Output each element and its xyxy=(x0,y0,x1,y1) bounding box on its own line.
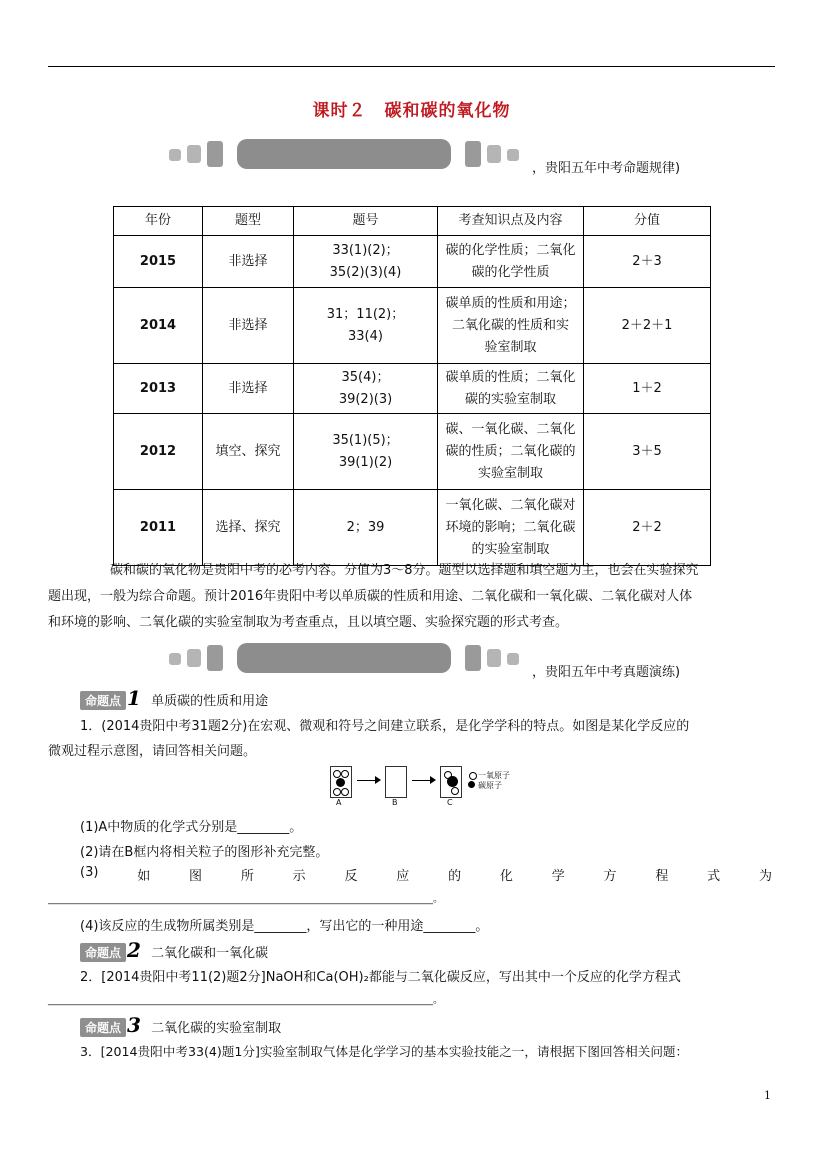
score-cell: 2＋3 xyxy=(584,236,711,288)
type-cell: 非选择 xyxy=(203,288,294,364)
question-cell: 35(1)(5)； 39(1)(2) xyxy=(294,414,438,490)
score-cell: 3＋5 xyxy=(584,414,711,490)
point-number: 3 xyxy=(127,1013,141,1037)
knowledge-cell: 碳单质的性质和用途； 二氧化碳的性质和实 验室制取 xyxy=(438,288,584,364)
table-row xyxy=(114,490,711,566)
knowledge-cell: 碳的化学性质；二氧化 碳的化学性质 xyxy=(438,236,584,288)
type-cell: 选择、探究 xyxy=(203,490,294,566)
point-title: 二氧化碳和一氧化碳 xyxy=(151,946,269,961)
summary-line: 和环境的影响、二氧化碳的实验室制取为考查重点，且以填空题、实验探究题的形式考查。 xyxy=(48,615,569,630)
point-number: 2 xyxy=(127,938,141,962)
arrow-head-icon xyxy=(430,776,436,784)
table-row xyxy=(114,414,711,490)
legend-carbon: 碳原子 xyxy=(478,781,502,790)
column-header: 题号 xyxy=(294,207,438,236)
question-cell: 2；39 xyxy=(294,490,438,566)
point-title: 单质碳的性质和用途 xyxy=(151,694,269,709)
year-cell: 2014 xyxy=(114,288,203,364)
year-cell: 2015 xyxy=(114,236,203,288)
page-title: 课时２ 碳和碳的氧化物 xyxy=(312,101,511,121)
point-heading xyxy=(80,938,268,962)
label-b: B xyxy=(392,798,398,807)
column-header: 分值 xyxy=(584,207,711,236)
reaction-diagram xyxy=(325,766,535,810)
oxygen-atom-icon xyxy=(469,772,477,780)
top-rule xyxy=(48,66,775,67)
label-a: A xyxy=(336,798,342,807)
answer-blank: _____________________________________________________________________________。 xyxy=(48,894,443,905)
point-badge: 命题点 xyxy=(80,943,126,962)
point-title: 二氧化碳的实验室制取 xyxy=(151,1021,282,1036)
section-banner xyxy=(165,643,525,673)
exam-table xyxy=(113,206,711,566)
type-cell: 非选择 xyxy=(203,236,294,288)
summary-line: 碳和碳的氧化物是贵阳中考的必考内容。分值为3～8分。题型以选择题和填空题为主，也会在实验探究 xyxy=(110,563,699,578)
sub-question: (1)A中物质的化学式分别是________。 xyxy=(80,820,303,835)
sub-question: (4)该反应的生成物所属类别是________，写出它的一种用途________。 xyxy=(80,919,489,934)
point-heading xyxy=(80,1013,281,1037)
table-row xyxy=(114,288,711,364)
type-cell: 填空、探究 xyxy=(203,414,294,490)
knowledge-cell: 碳单质的性质；二氧化 碳的实验室制取 xyxy=(438,364,584,414)
column-header: 年份 xyxy=(114,207,203,236)
page-number: 1 xyxy=(764,1089,771,1102)
label-c: C xyxy=(447,798,453,807)
banner-caption: ，贵阳五年中考真题演练) xyxy=(532,665,681,680)
question-cell: 31；11(2)； 33(4) xyxy=(294,288,438,364)
score-cell: 1＋2 xyxy=(584,364,711,414)
question-text: 3．[2014贵阳中考33(4)题1分]实验室制取气体是化学学习的基本实验技能之一，请根据下图回答相关问题： xyxy=(80,1044,689,1059)
year-cell: 2013 xyxy=(114,364,203,414)
point-heading xyxy=(80,686,268,710)
section-banner xyxy=(165,139,525,169)
question-cell: 33(1)(2)； 35(2)(3)(4) xyxy=(294,236,438,288)
column-header: 题型 xyxy=(203,207,294,236)
answer-blank: _____________________________________________________________________________。 xyxy=(48,995,443,1006)
year-cell: 2012 xyxy=(114,414,203,490)
score-cell: 2＋2 xyxy=(584,490,711,566)
question-text: 2．[2014贵阳中考11(2)题2分]NaOH和Ca(OH)₂都能与二氧化碳反应，写出其中一个反应的化学方程式 xyxy=(80,970,681,985)
year-cell: 2011 xyxy=(114,490,203,566)
table-row xyxy=(114,364,711,414)
table-header-row xyxy=(114,207,711,236)
question-cell: 35(4)； 39(2)(3) xyxy=(294,364,438,414)
sub-question: (2)请在B框内将相关粒子的图形补充完整。 xyxy=(80,845,329,860)
question-text: 1．(2014贵阳中考31题2分)在宏观、微观和符号之间建立联系，是化学学科的特点。如图是某化学反应的 xyxy=(80,719,690,734)
column-header: 考查知识点及内容 xyxy=(438,207,584,236)
knowledge-cell: 碳、一氧化碳、二氧化 碳的性质；二氧化碳的 实验室制取 xyxy=(438,414,584,490)
point-badge: 命题点 xyxy=(80,691,126,710)
score-cell: 2＋2＋1 xyxy=(584,288,711,364)
table-row xyxy=(114,236,711,288)
box-b xyxy=(385,766,407,798)
type-cell: 非选择 xyxy=(203,364,294,414)
sub-question: (3) 如 图 所 示 反 应 的 化 学 方 程 式 为 xyxy=(80,865,772,884)
legend-oxygen: 一氧原子 xyxy=(478,771,510,780)
knowledge-cell: 一氧化碳、二氧化碳对 环境的影响；二氧化碳 的实验室制取 xyxy=(438,490,584,566)
question-text: 微观过程示意图，请回答相关问题。 xyxy=(48,744,257,759)
point-badge: 命题点 xyxy=(80,1018,126,1037)
summary-line: 题出现，一般为综合命题。预计2016年贵阳中考以单质碳的性质和用途、二氧化碳和一氧化碳、二氧化碳对人体 xyxy=(48,589,693,604)
point-number: 1 xyxy=(127,686,141,710)
carbon-atom-icon xyxy=(468,781,475,788)
banner-caption: ，贵阳五年中考命题规律) xyxy=(532,161,681,176)
arrow-head-icon xyxy=(375,776,381,784)
box-a xyxy=(330,766,352,798)
box-c xyxy=(440,766,462,798)
